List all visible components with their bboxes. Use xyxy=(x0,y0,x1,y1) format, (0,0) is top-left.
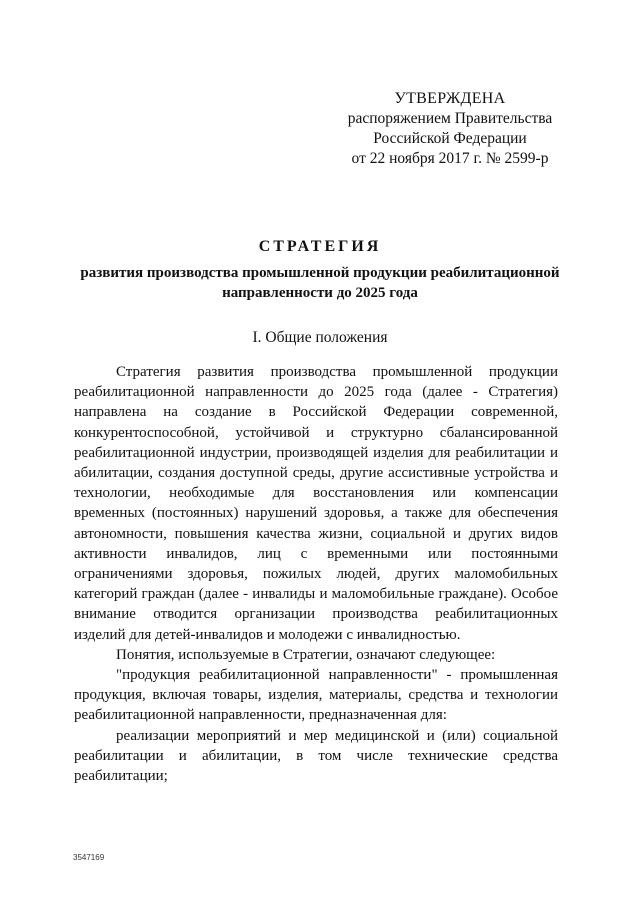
approval-country-line: Российской Федерации xyxy=(373,130,527,147)
document-code: 3547169 xyxy=(73,853,105,862)
document-subtitle: развития производства промышленной продукции реабилитационной направленности до 2025 года xyxy=(80,265,560,301)
body-paragraph: Стратегия развития производства промышленной продукции реабилитационной направленности до 2025 года (далее - Стратегия) направлена на создание в Российской Федерации современной, конкурентоспособной, устойчивой и структурно сбалансированной реабилитационной индустрии, производящей изделия для реабилитации и абилитации, создания доступной среды, другие ассистивные устройства и технологии, необходимые для восстановления или компенсации временных (постоянных) нарушений здоровья, а также для обеспечения автономности, повышения качества жизни, социальной и других видов активности инвалидов, лиц с временными или постоянными ограничениями здоровья, пожилых людей, других маломобильных категорий граждан (далее - инвалиды и маломобильные граждане). Особое внимание отводится организации производства реабилитационных изделий для детей-инвалидов и молодежи с инвалидностью. xyxy=(74,364,558,643)
body-paragraph: "продукция реабилитационной направленности" - промышленная продукция, включая товары, изделия, материалы, средства и технологии реабилитационной направленности, предназначенная для: xyxy=(74,667,558,724)
body-paragraph: Понятия, используемые в Стратегии, означают следующее: xyxy=(116,646,496,663)
body-paragraph: реализации мероприятий и мер медицинской и (или) социальной реабилитации и абилитации, в том числе технические средства реабилитации; xyxy=(74,727,558,785)
section-heading: I. Общие положения xyxy=(252,329,388,346)
approval-stamp xyxy=(330,89,570,169)
document-title: СТРАТЕГИЯ xyxy=(258,238,382,255)
approval-date-number: от 22 ноября 2017 г. № 2599-р xyxy=(351,150,549,167)
approval-heading: УТВЕРЖДЕНА xyxy=(394,90,506,107)
document-body xyxy=(74,362,558,786)
approval-authority-line: распоряжением Правительства xyxy=(347,110,553,127)
